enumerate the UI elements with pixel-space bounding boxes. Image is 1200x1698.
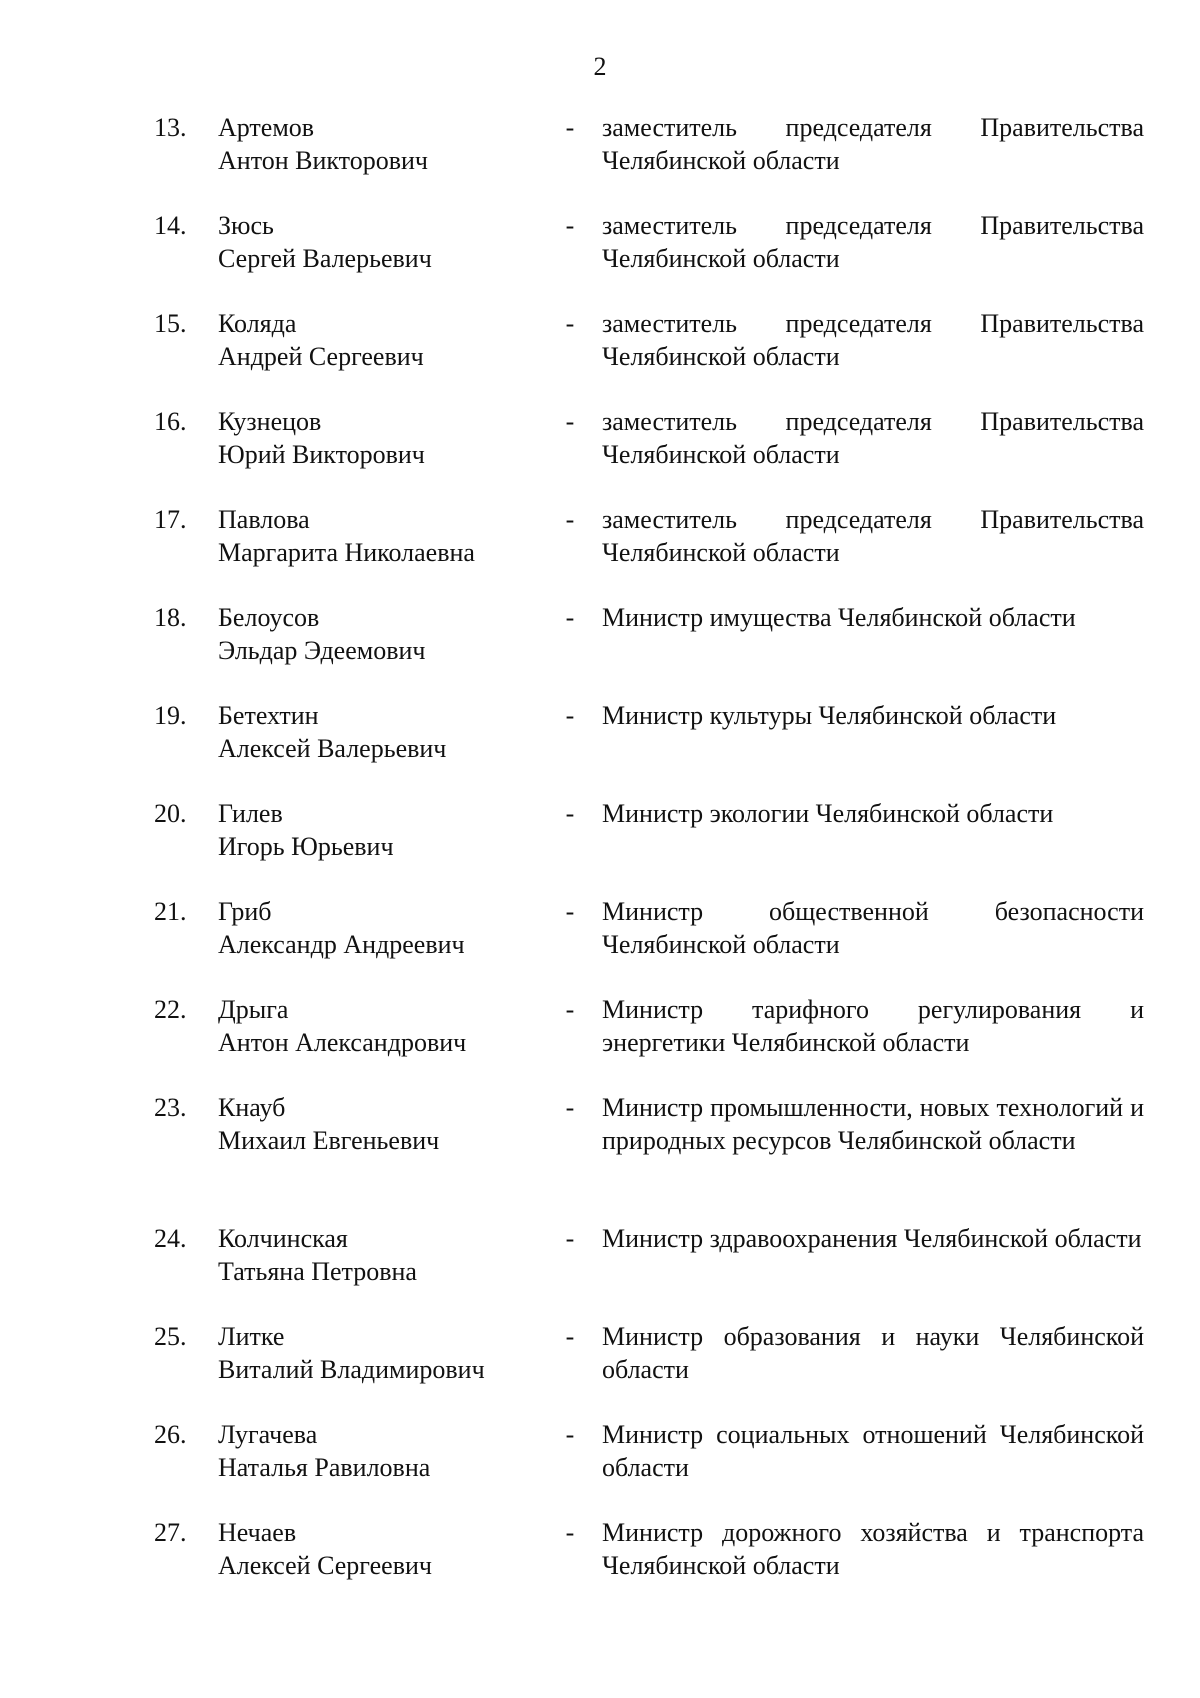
item-number: 20. bbox=[154, 799, 187, 828]
surname: Гриб bbox=[218, 897, 272, 926]
person-name bbox=[218, 1222, 538, 1288]
item-number: 15. bbox=[154, 309, 187, 338]
position-title: Министр образования и науки Челябинской области bbox=[602, 1322, 1144, 1384]
list-item bbox=[0, 1091, 1200, 1222]
members-list bbox=[0, 111, 1200, 1614]
person-name bbox=[218, 699, 538, 765]
list-item bbox=[0, 111, 1200, 209]
dash-separator: - bbox=[565, 897, 575, 926]
person-name bbox=[218, 307, 538, 373]
position-title: Министр культуры Челябинской области bbox=[602, 701, 1057, 730]
given-names: Наталья Равиловна bbox=[218, 1453, 431, 1482]
position-title: Министр промышленности, новых технологий и природных ресурсов Челябинской области bbox=[602, 1093, 1144, 1155]
surname: Колчинская bbox=[218, 1224, 348, 1253]
item-number: 21. bbox=[154, 897, 187, 926]
surname: Кнауб bbox=[218, 1093, 286, 1122]
surname: Гилев bbox=[218, 799, 283, 828]
given-names: Антон Викторович bbox=[218, 146, 428, 175]
list-item bbox=[0, 1320, 1200, 1418]
list-item bbox=[0, 503, 1200, 601]
person-name bbox=[218, 601, 538, 667]
person-name bbox=[218, 503, 538, 569]
surname: Лугачева bbox=[218, 1420, 318, 1449]
dash-separator: - bbox=[565, 1093, 575, 1122]
item-number: 17. bbox=[154, 505, 187, 534]
given-names: Михаил Евгеньевич bbox=[218, 1126, 440, 1155]
person-name bbox=[218, 1320, 538, 1386]
given-names: Андрей Сергеевич bbox=[218, 342, 424, 371]
surname: Нечаев bbox=[218, 1518, 297, 1547]
dash-separator: - bbox=[565, 603, 575, 632]
position-title: Министр общественной безопасности Челябинской области bbox=[602, 897, 1144, 959]
dash-separator: - bbox=[565, 701, 575, 730]
given-names: Сергей Валерьевич bbox=[218, 244, 432, 273]
item-number: 27. bbox=[154, 1518, 187, 1547]
list-item bbox=[0, 993, 1200, 1091]
list-item bbox=[0, 797, 1200, 895]
given-names: Антон Александрович bbox=[218, 1028, 467, 1057]
item-number: 18. bbox=[154, 603, 187, 632]
list-item bbox=[0, 601, 1200, 699]
position-title: заместитель председателя Правительства Челябинской области bbox=[602, 505, 1144, 567]
dash-separator: - bbox=[565, 505, 575, 534]
position-title: заместитель председателя Правительства Челябинской области bbox=[602, 407, 1144, 469]
dash-separator: - bbox=[565, 1322, 575, 1351]
item-number: 22. bbox=[154, 995, 187, 1024]
person-name bbox=[218, 1418, 538, 1484]
item-number: 19. bbox=[154, 701, 187, 730]
position-title: Министр имущества Челябинской области bbox=[602, 603, 1076, 632]
list-item bbox=[0, 1418, 1200, 1516]
surname: Павлова bbox=[218, 505, 310, 534]
given-names: Алексей Сергеевич bbox=[218, 1551, 432, 1580]
surname: Бетехтин bbox=[218, 701, 319, 730]
position-title: Министр экологии Челябинской области bbox=[602, 799, 1054, 828]
surname: Зюсь bbox=[218, 211, 274, 240]
list-item bbox=[0, 209, 1200, 307]
dash-separator: - bbox=[565, 309, 575, 338]
list-item bbox=[0, 1516, 1200, 1614]
list-item bbox=[0, 699, 1200, 797]
position-title: Министр здравоохранения Челябинской области bbox=[602, 1224, 1142, 1253]
dash-separator: - bbox=[565, 1420, 575, 1449]
given-names: Алексей Валерьевич bbox=[218, 734, 447, 763]
item-number: 14. bbox=[154, 211, 187, 240]
list-item bbox=[0, 405, 1200, 503]
dash-separator: - bbox=[565, 407, 575, 436]
person-name bbox=[218, 797, 538, 863]
list-item bbox=[0, 1222, 1200, 1320]
position-title: заместитель председателя Правительства Челябинской области bbox=[602, 113, 1144, 175]
item-number: 13. bbox=[154, 113, 187, 142]
position-title: Министр дорожного хозяйства и транспорта Челябинской области bbox=[602, 1518, 1144, 1580]
given-names: Александр Андреевич bbox=[218, 930, 465, 959]
dash-separator: - bbox=[565, 211, 575, 240]
given-names: Татьяна Петровна bbox=[218, 1257, 417, 1286]
position-title: Министр тарифного регулирования и энергетики Челябинской области bbox=[602, 995, 1144, 1057]
list-item bbox=[0, 307, 1200, 405]
surname: Литке bbox=[218, 1322, 285, 1351]
person-name bbox=[218, 405, 538, 471]
dash-separator: - bbox=[565, 799, 575, 828]
item-number: 16. bbox=[154, 407, 187, 436]
given-names: Эльдар Эдеемович bbox=[218, 636, 426, 665]
item-number: 23. bbox=[154, 1093, 187, 1122]
person-name bbox=[218, 895, 538, 961]
position-title: заместитель председателя Правительства Челябинской области bbox=[602, 309, 1144, 371]
position-title: заместитель председателя Правительства Челябинской области bbox=[602, 211, 1144, 273]
dash-separator: - bbox=[565, 995, 575, 1024]
surname: Кузнецов bbox=[218, 407, 322, 436]
person-name bbox=[218, 1091, 538, 1157]
person-name bbox=[218, 1516, 538, 1582]
page-number: 2 bbox=[593, 52, 607, 81]
list-item bbox=[0, 895, 1200, 993]
surname: Артемов bbox=[218, 113, 315, 142]
surname: Дрыга bbox=[218, 995, 289, 1024]
surname: Коляда bbox=[218, 309, 297, 338]
person-name bbox=[218, 209, 538, 275]
dash-separator: - bbox=[565, 1224, 575, 1253]
person-name bbox=[218, 111, 538, 177]
given-names: Юрий Викторович bbox=[218, 440, 425, 469]
given-names: Маргарита Николаевна bbox=[218, 538, 475, 567]
dash-separator: - bbox=[565, 113, 575, 142]
item-number: 24. bbox=[154, 1224, 187, 1253]
surname: Белоусов bbox=[218, 603, 320, 632]
given-names: Виталий Владимирович bbox=[218, 1355, 485, 1384]
person-name bbox=[218, 993, 538, 1059]
dash-separator: - bbox=[565, 1518, 575, 1547]
given-names: Игорь Юрьевич bbox=[218, 832, 394, 861]
item-number: 25. bbox=[154, 1322, 187, 1351]
position-title: Министр социальных отношений Челябинской области bbox=[602, 1420, 1144, 1482]
item-number: 26. bbox=[154, 1420, 187, 1449]
